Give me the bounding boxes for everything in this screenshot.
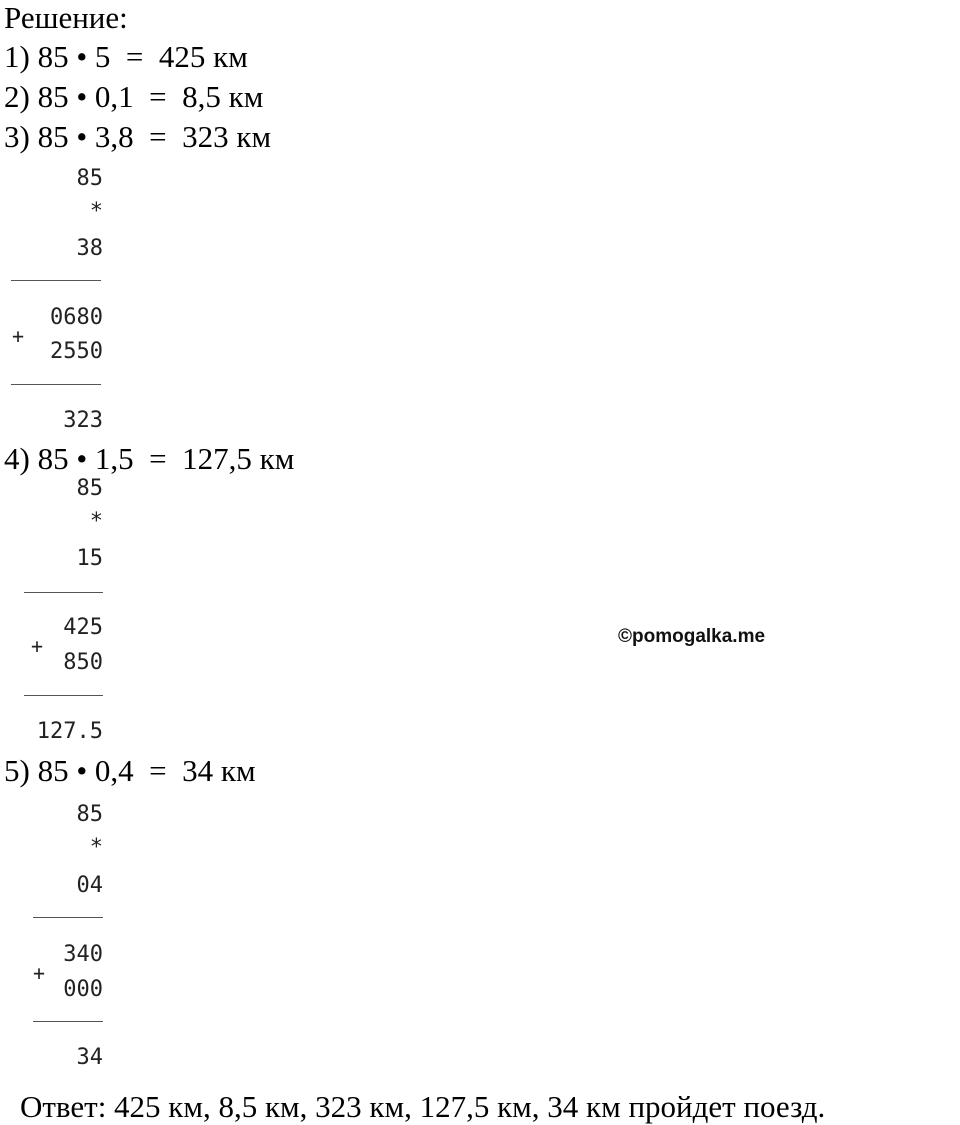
plus-sign: + (33, 961, 46, 985)
multiply-sign: * (89, 199, 103, 224)
multiply-sign: * (89, 835, 103, 860)
plus-sign: + (12, 324, 25, 348)
product-result: 127.5 (36, 719, 103, 744)
divider-line (33, 917, 103, 918)
multiplicand: 85 (76, 476, 103, 501)
step-2-line: 2) 85 • 0,1 = 8,5 км (4, 79, 264, 114)
multiplier: 04 (76, 873, 103, 898)
partial-product-2: 850 (63, 650, 103, 675)
divider-line (11, 280, 101, 281)
divider-line (33, 1021, 103, 1022)
partial-product-2: 2550 (50, 339, 103, 364)
step-1-line: 1) 85 • 5 = 425 км (4, 39, 248, 74)
multiplicand: 85 (76, 166, 103, 191)
product-result: 34 (76, 1045, 103, 1070)
partial-product-1: 0680 (50, 305, 103, 330)
multiplicand: 85 (76, 802, 103, 827)
multiplier: 38 (76, 236, 103, 261)
multiplier: 15 (76, 546, 103, 571)
divider-line (11, 384, 101, 385)
partial-product-1: 340 (63, 942, 103, 967)
plus-sign: + (31, 634, 44, 658)
solution-heading: Решение: (4, 0, 128, 35)
answer-line: Ответ: 425 км, 8,5 км, 323 км, 127,5 км, 34 км пройдет поезд. (20, 1089, 826, 1124)
partial-product-1: 425 (63, 615, 103, 640)
divider-line (24, 592, 103, 593)
multiply-sign: * (89, 509, 103, 534)
partial-product-2: 000 (63, 977, 103, 1002)
product-result: 323 (63, 408, 103, 433)
step-5-line: 5) 85 • 0,4 = 34 км (4, 753, 256, 788)
step-4-line: 4) 85 • 1,5 = 127,5 км (4, 441, 295, 476)
watermark: ©pomogalka.me (618, 626, 766, 647)
step-3-line: 3) 85 • 3,8 = 323 км (4, 119, 272, 154)
divider-line (24, 695, 103, 696)
